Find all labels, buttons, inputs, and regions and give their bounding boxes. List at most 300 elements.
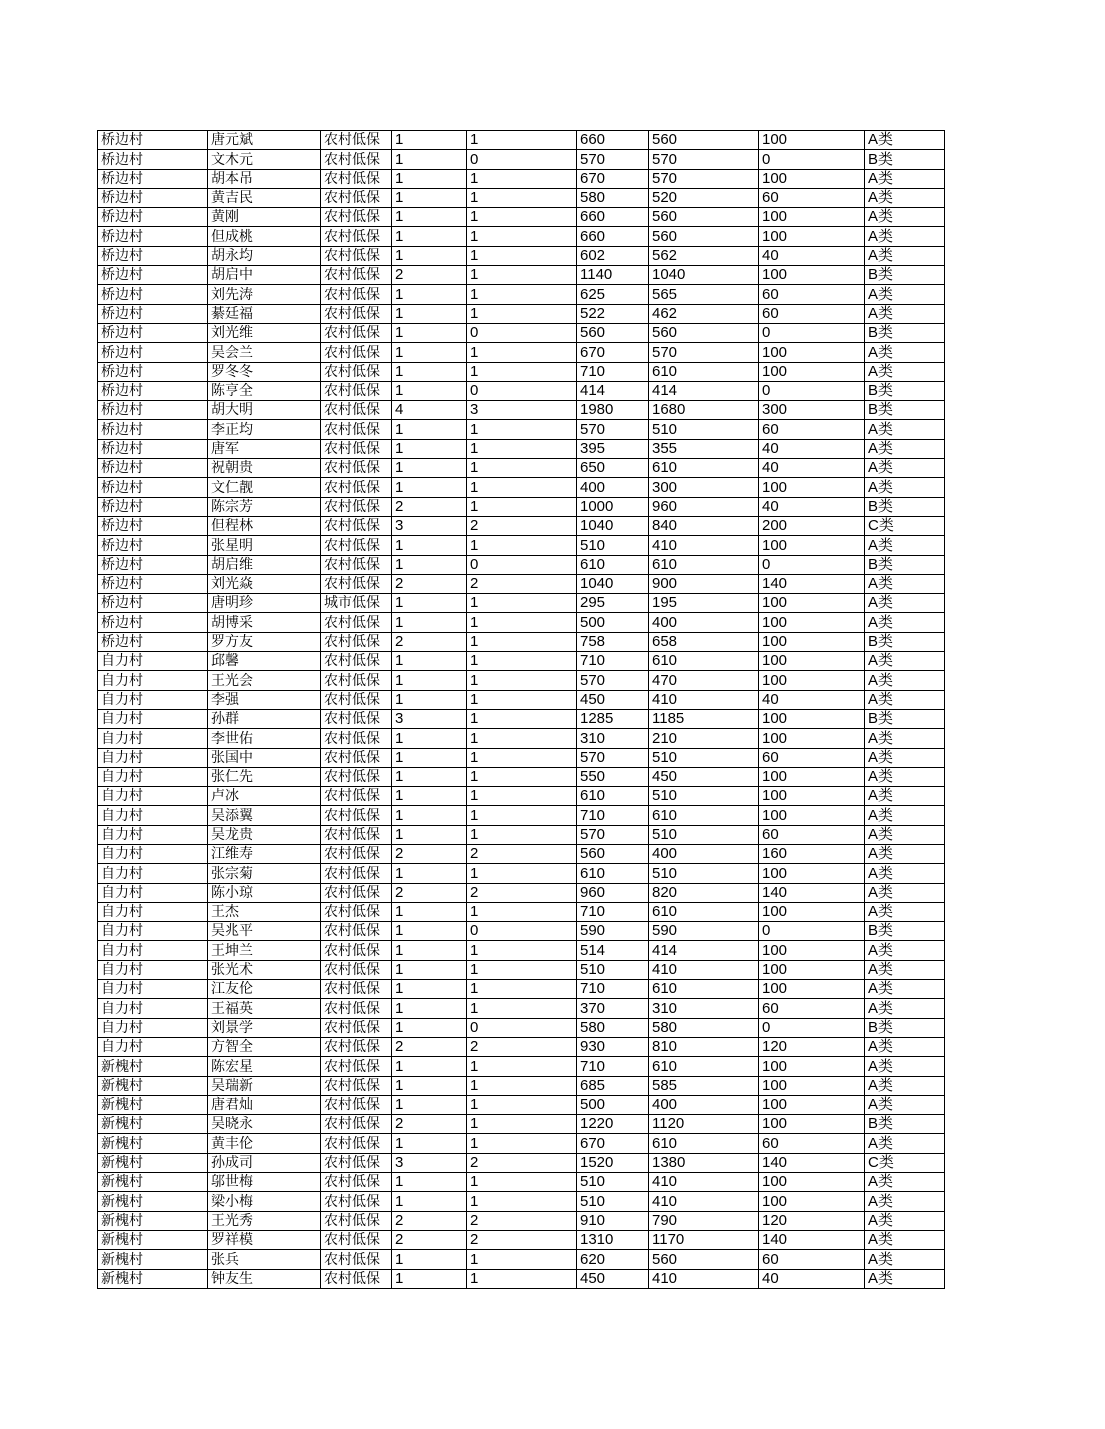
standard-amount-cell: 660	[577, 227, 649, 246]
category-cell: A类	[865, 362, 945, 381]
income-amount-cell: 590	[649, 922, 759, 941]
standard-amount-cell: 310	[577, 729, 649, 748]
household-size-cell: 1	[392, 1173, 467, 1192]
income-amount-cell: 658	[649, 632, 759, 651]
village-cell: 自力村	[98, 980, 208, 999]
subsidy-amount-cell: 100	[759, 343, 865, 362]
subsidy-amount-cell: 60	[759, 304, 865, 323]
covered-count-cell: 1	[467, 980, 577, 999]
village-cell: 桥边村	[98, 266, 208, 285]
village-cell: 新槐村	[98, 1192, 208, 1211]
name-cell: 罗方友	[208, 632, 321, 651]
village-cell: 桥边村	[98, 516, 208, 535]
type-cell: 农村低保	[321, 960, 392, 979]
category-cell: B类	[865, 709, 945, 728]
household-size-cell: 1	[392, 1250, 467, 1269]
category-cell: A类	[865, 864, 945, 883]
type-cell: 农村低保	[321, 1153, 392, 1172]
standard-amount-cell: 370	[577, 999, 649, 1018]
type-cell: 农村低保	[321, 188, 392, 207]
household-size-cell: 1	[392, 960, 467, 979]
village-cell: 自力村	[98, 922, 208, 941]
data-table	[97, 130, 945, 1289]
household-size-cell: 1	[392, 613, 467, 632]
category-cell: A类	[865, 131, 945, 150]
standard-amount-cell: 395	[577, 439, 649, 458]
name-cell: 刘光维	[208, 323, 321, 342]
household-size-cell: 1	[392, 1095, 467, 1114]
type-cell: 农村低保	[321, 825, 392, 844]
household-size-cell: 1	[392, 439, 467, 458]
type-cell: 农村低保	[321, 208, 392, 227]
standard-amount-cell: 1040	[577, 574, 649, 593]
name-cell: 胡永均	[208, 246, 321, 265]
name-cell: 钟友生	[208, 1269, 321, 1288]
covered-count-cell: 1	[467, 960, 577, 979]
type-cell: 农村低保	[321, 671, 392, 690]
category-cell: A类	[865, 787, 945, 806]
standard-amount-cell: 414	[577, 381, 649, 400]
table-row	[98, 709, 945, 728]
household-size-cell: 1	[392, 902, 467, 921]
covered-count-cell: 1	[467, 131, 577, 150]
subsidy-amount-cell: 60	[759, 285, 865, 304]
income-amount-cell: 1170	[649, 1230, 759, 1249]
standard-amount-cell: 930	[577, 1037, 649, 1056]
village-cell: 桥边村	[98, 208, 208, 227]
income-amount-cell: 410	[649, 690, 759, 709]
table-row	[98, 844, 945, 863]
name-cell: 唐军	[208, 439, 321, 458]
household-size-cell: 3	[392, 516, 467, 535]
subsidy-amount-cell: 200	[759, 516, 865, 535]
category-cell: A类	[865, 227, 945, 246]
name-cell: 胡本吊	[208, 169, 321, 188]
covered-count-cell: 1	[467, 1134, 577, 1153]
village-cell: 新槐村	[98, 1230, 208, 1249]
table-row	[98, 999, 945, 1018]
standard-amount-cell: 500	[577, 613, 649, 632]
covered-count-cell: 1	[467, 690, 577, 709]
category-cell: B类	[865, 497, 945, 516]
village-cell: 桥边村	[98, 594, 208, 613]
household-size-cell: 1	[392, 1057, 467, 1076]
name-cell: 唐元斌	[208, 131, 321, 150]
type-cell: 农村低保	[321, 169, 392, 188]
covered-count-cell: 1	[467, 825, 577, 844]
category-cell: B类	[865, 401, 945, 420]
table-row	[98, 478, 945, 497]
subsidy-amount-cell: 140	[759, 574, 865, 593]
household-size-cell: 2	[392, 1037, 467, 1056]
table-row	[98, 960, 945, 979]
income-amount-cell: 960	[649, 497, 759, 516]
type-cell: 农村低保	[321, 902, 392, 921]
subsidy-amount-cell: 60	[759, 1134, 865, 1153]
household-size-cell: 1	[392, 1076, 467, 1095]
category-cell: B类	[865, 381, 945, 400]
type-cell: 农村低保	[321, 266, 392, 285]
income-amount-cell: 610	[649, 555, 759, 574]
type-cell: 农村低保	[321, 1057, 392, 1076]
name-cell: 李正均	[208, 420, 321, 439]
covered-count-cell: 0	[467, 555, 577, 574]
type-cell: 农村低保	[321, 459, 392, 478]
standard-amount-cell: 1220	[577, 1115, 649, 1134]
category-cell: A类	[865, 208, 945, 227]
name-cell: 孙群	[208, 709, 321, 728]
standard-amount-cell: 610	[577, 787, 649, 806]
income-amount-cell: 510	[649, 864, 759, 883]
name-cell: 綦廷福	[208, 304, 321, 323]
subsidy-amount-cell: 100	[759, 1095, 865, 1114]
covered-count-cell: 2	[467, 1230, 577, 1249]
name-cell: 孙成司	[208, 1153, 321, 1172]
subsidy-amount-cell: 40	[759, 459, 865, 478]
standard-amount-cell: 660	[577, 208, 649, 227]
category-cell: B类	[865, 323, 945, 342]
table-row	[98, 883, 945, 902]
subsidy-amount-cell: 100	[759, 362, 865, 381]
category-cell: A类	[865, 169, 945, 188]
table-row	[98, 748, 945, 767]
income-amount-cell: 355	[649, 439, 759, 458]
type-cell: 农村低保	[321, 1269, 392, 1288]
household-size-cell: 1	[392, 748, 467, 767]
standard-amount-cell: 602	[577, 246, 649, 265]
covered-count-cell: 1	[467, 767, 577, 786]
category-cell: A类	[865, 1192, 945, 1211]
table-row	[98, 246, 945, 265]
village-cell: 新槐村	[98, 1115, 208, 1134]
village-cell: 新槐村	[98, 1095, 208, 1114]
standard-amount-cell: 710	[577, 806, 649, 825]
category-cell: A类	[865, 941, 945, 960]
income-amount-cell: 510	[649, 825, 759, 844]
type-cell: 农村低保	[321, 883, 392, 902]
name-cell: 王光秀	[208, 1211, 321, 1230]
table-row	[98, 1230, 945, 1249]
category-cell: B类	[865, 1115, 945, 1134]
income-amount-cell: 450	[649, 767, 759, 786]
standard-amount-cell: 910	[577, 1211, 649, 1230]
village-cell: 桥边村	[98, 131, 208, 150]
category-cell: A类	[865, 980, 945, 999]
standard-amount-cell: 500	[577, 1095, 649, 1114]
income-amount-cell: 610	[649, 459, 759, 478]
table-body	[98, 131, 945, 1289]
name-cell: 吴兆平	[208, 922, 321, 941]
table-row	[98, 941, 945, 960]
covered-count-cell: 1	[467, 362, 577, 381]
household-size-cell: 1	[392, 594, 467, 613]
type-cell: 农村低保	[321, 555, 392, 574]
table-row	[98, 767, 945, 786]
village-cell: 桥边村	[98, 574, 208, 593]
category-cell: A类	[865, 902, 945, 921]
village-cell: 桥边村	[98, 362, 208, 381]
subsidy-amount-cell: 100	[759, 767, 865, 786]
subsidy-amount-cell: 100	[759, 536, 865, 555]
income-amount-cell: 410	[649, 1173, 759, 1192]
household-size-cell: 2	[392, 1211, 467, 1230]
name-cell: 张国中	[208, 748, 321, 767]
category-cell: C类	[865, 1153, 945, 1172]
income-amount-cell: 410	[649, 960, 759, 979]
name-cell: 祝朝贵	[208, 459, 321, 478]
name-cell: 方智全	[208, 1037, 321, 1056]
standard-amount-cell: 550	[577, 767, 649, 786]
standard-amount-cell: 650	[577, 459, 649, 478]
village-cell: 自力村	[98, 864, 208, 883]
type-cell: 农村低保	[321, 980, 392, 999]
income-amount-cell: 560	[649, 227, 759, 246]
covered-count-cell: 1	[467, 169, 577, 188]
subsidy-amount-cell: 0	[759, 150, 865, 169]
table-row	[98, 285, 945, 304]
type-cell: 农村低保	[321, 999, 392, 1018]
subsidy-amount-cell: 40	[759, 439, 865, 458]
name-cell: 李世佑	[208, 729, 321, 748]
subsidy-amount-cell: 60	[759, 748, 865, 767]
village-cell: 桥边村	[98, 246, 208, 265]
name-cell: 胡博采	[208, 613, 321, 632]
name-cell: 刘景学	[208, 1018, 321, 1037]
income-amount-cell: 470	[649, 671, 759, 690]
table-row	[98, 439, 945, 458]
village-cell: 桥边村	[98, 150, 208, 169]
category-cell: A类	[865, 613, 945, 632]
name-cell: 张仁先	[208, 767, 321, 786]
household-size-cell: 1	[392, 1192, 467, 1211]
covered-count-cell: 2	[467, 1211, 577, 1230]
income-amount-cell: 310	[649, 999, 759, 1018]
income-amount-cell: 790	[649, 1211, 759, 1230]
name-cell: 但成桃	[208, 227, 321, 246]
name-cell: 文木元	[208, 150, 321, 169]
income-amount-cell: 610	[649, 362, 759, 381]
subsidy-amount-cell: 100	[759, 1192, 865, 1211]
village-cell: 自力村	[98, 883, 208, 902]
type-cell: 农村低保	[321, 1018, 392, 1037]
table-row	[98, 1153, 945, 1172]
type-cell: 农村低保	[321, 420, 392, 439]
household-size-cell: 1	[392, 323, 467, 342]
name-cell: 张兵	[208, 1250, 321, 1269]
category-cell: A类	[865, 1250, 945, 1269]
type-cell: 农村低保	[321, 941, 392, 960]
subsidy-amount-cell: 120	[759, 1037, 865, 1056]
village-cell: 自力村	[98, 844, 208, 863]
village-cell: 新槐村	[98, 1153, 208, 1172]
village-cell: 自力村	[98, 806, 208, 825]
covered-count-cell: 1	[467, 420, 577, 439]
category-cell: B类	[865, 632, 945, 651]
table-row	[98, 169, 945, 188]
village-cell: 自力村	[98, 690, 208, 709]
table-row	[98, 806, 945, 825]
household-size-cell: 1	[392, 690, 467, 709]
village-cell: 新槐村	[98, 1057, 208, 1076]
subsidy-amount-cell: 100	[759, 266, 865, 285]
covered-count-cell: 1	[467, 613, 577, 632]
household-size-cell: 1	[392, 420, 467, 439]
covered-count-cell: 1	[467, 709, 577, 728]
table-row	[98, 150, 945, 169]
village-cell: 桥边村	[98, 323, 208, 342]
name-cell: 罗冬冬	[208, 362, 321, 381]
standard-amount-cell: 590	[577, 922, 649, 941]
category-cell: A类	[865, 439, 945, 458]
covered-count-cell: 1	[467, 304, 577, 323]
standard-amount-cell: 660	[577, 131, 649, 150]
name-cell: 黄刚	[208, 208, 321, 227]
type-cell: 农村低保	[321, 1095, 392, 1114]
household-size-cell: 2	[392, 632, 467, 651]
table-row	[98, 1018, 945, 1037]
standard-amount-cell: 570	[577, 420, 649, 439]
standard-amount-cell: 710	[577, 980, 649, 999]
covered-count-cell: 1	[467, 246, 577, 265]
category-cell: A类	[865, 883, 945, 902]
covered-count-cell: 1	[467, 1269, 577, 1288]
subsidy-amount-cell: 100	[759, 1057, 865, 1076]
category-cell: A类	[865, 246, 945, 265]
type-cell: 农村低保	[321, 1230, 392, 1249]
subsidy-amount-cell: 0	[759, 555, 865, 574]
table-row	[98, 787, 945, 806]
covered-count-cell: 0	[467, 323, 577, 342]
standard-amount-cell: 758	[577, 632, 649, 651]
name-cell: 唐君灿	[208, 1095, 321, 1114]
village-cell: 自力村	[98, 902, 208, 921]
category-cell: A类	[865, 1211, 945, 1230]
subsidy-amount-cell: 100	[759, 613, 865, 632]
table-row	[98, 1211, 945, 1230]
type-cell: 农村低保	[321, 381, 392, 400]
subsidy-amount-cell: 140	[759, 883, 865, 902]
subsidy-amount-cell: 100	[759, 594, 865, 613]
table-row	[98, 729, 945, 748]
type-cell: 农村低保	[321, 767, 392, 786]
village-cell: 桥边村	[98, 478, 208, 497]
household-size-cell: 1	[392, 208, 467, 227]
subsidy-amount-cell: 100	[759, 1173, 865, 1192]
household-size-cell: 2	[392, 1115, 467, 1134]
village-cell: 桥边村	[98, 227, 208, 246]
type-cell: 农村低保	[321, 729, 392, 748]
subsidy-amount-cell: 0	[759, 381, 865, 400]
name-cell: 吴龙贵	[208, 825, 321, 844]
standard-amount-cell: 510	[577, 1173, 649, 1192]
table-row	[98, 1057, 945, 1076]
type-cell: 农村低保	[321, 1115, 392, 1134]
household-size-cell: 2	[392, 1230, 467, 1249]
household-size-cell: 1	[392, 169, 467, 188]
name-cell: 江友伦	[208, 980, 321, 999]
village-cell: 桥边村	[98, 381, 208, 400]
village-cell: 自力村	[98, 671, 208, 690]
village-cell: 桥边村	[98, 536, 208, 555]
category-cell: A类	[865, 478, 945, 497]
household-size-cell: 1	[392, 150, 467, 169]
income-amount-cell: 1185	[649, 709, 759, 728]
category-cell: A类	[865, 1076, 945, 1095]
type-cell: 农村低保	[321, 748, 392, 767]
covered-count-cell: 1	[467, 478, 577, 497]
type-cell: 农村低保	[321, 304, 392, 323]
standard-amount-cell: 580	[577, 188, 649, 207]
subsidy-amount-cell: 300	[759, 401, 865, 420]
covered-count-cell: 1	[467, 459, 577, 478]
standard-amount-cell: 1040	[577, 516, 649, 535]
household-size-cell: 1	[392, 536, 467, 555]
standard-amount-cell: 560	[577, 323, 649, 342]
covered-count-cell: 1	[467, 1115, 577, 1134]
household-size-cell: 1	[392, 671, 467, 690]
village-cell: 桥边村	[98, 188, 208, 207]
type-cell: 农村低保	[321, 922, 392, 941]
income-amount-cell: 510	[649, 787, 759, 806]
table-row	[98, 1173, 945, 1192]
type-cell: 农村低保	[321, 806, 392, 825]
type-cell: 农村低保	[321, 652, 392, 671]
table-row	[98, 613, 945, 632]
name-cell: 黄丰伦	[208, 1134, 321, 1153]
type-cell: 农村低保	[321, 536, 392, 555]
covered-count-cell: 0	[467, 1018, 577, 1037]
type-cell: 城市低保	[321, 594, 392, 613]
village-cell: 桥边村	[98, 555, 208, 574]
subsidy-amount-cell: 100	[759, 1115, 865, 1134]
income-amount-cell: 560	[649, 323, 759, 342]
village-cell: 自力村	[98, 709, 208, 728]
standard-amount-cell: 510	[577, 1192, 649, 1211]
name-cell: 罗祥模	[208, 1230, 321, 1249]
household-size-cell: 1	[392, 729, 467, 748]
standard-amount-cell: 510	[577, 960, 649, 979]
subsidy-amount-cell: 100	[759, 864, 865, 883]
income-amount-cell: 610	[649, 1057, 759, 1076]
subsidy-amount-cell: 100	[759, 980, 865, 999]
covered-count-cell: 1	[467, 1192, 577, 1211]
category-cell: A类	[865, 420, 945, 439]
standard-amount-cell: 670	[577, 169, 649, 188]
standard-amount-cell: 450	[577, 690, 649, 709]
table-row	[98, 188, 945, 207]
village-cell: 桥边村	[98, 401, 208, 420]
category-cell: A类	[865, 536, 945, 555]
standard-amount-cell: 1520	[577, 1153, 649, 1172]
standard-amount-cell: 610	[577, 555, 649, 574]
type-cell: 农村低保	[321, 516, 392, 535]
category-cell: A类	[865, 1134, 945, 1153]
standard-amount-cell: 400	[577, 478, 649, 497]
category-cell: A类	[865, 960, 945, 979]
table-row	[98, 864, 945, 883]
covered-count-cell: 1	[467, 536, 577, 555]
table-row	[98, 594, 945, 613]
income-amount-cell: 400	[649, 613, 759, 632]
income-amount-cell: 410	[649, 536, 759, 555]
income-amount-cell: 570	[649, 169, 759, 188]
type-cell: 农村低保	[321, 864, 392, 883]
covered-count-cell: 1	[467, 787, 577, 806]
income-amount-cell: 560	[649, 208, 759, 227]
subsidy-amount-cell: 100	[759, 208, 865, 227]
income-amount-cell: 900	[649, 574, 759, 593]
household-size-cell: 1	[392, 131, 467, 150]
